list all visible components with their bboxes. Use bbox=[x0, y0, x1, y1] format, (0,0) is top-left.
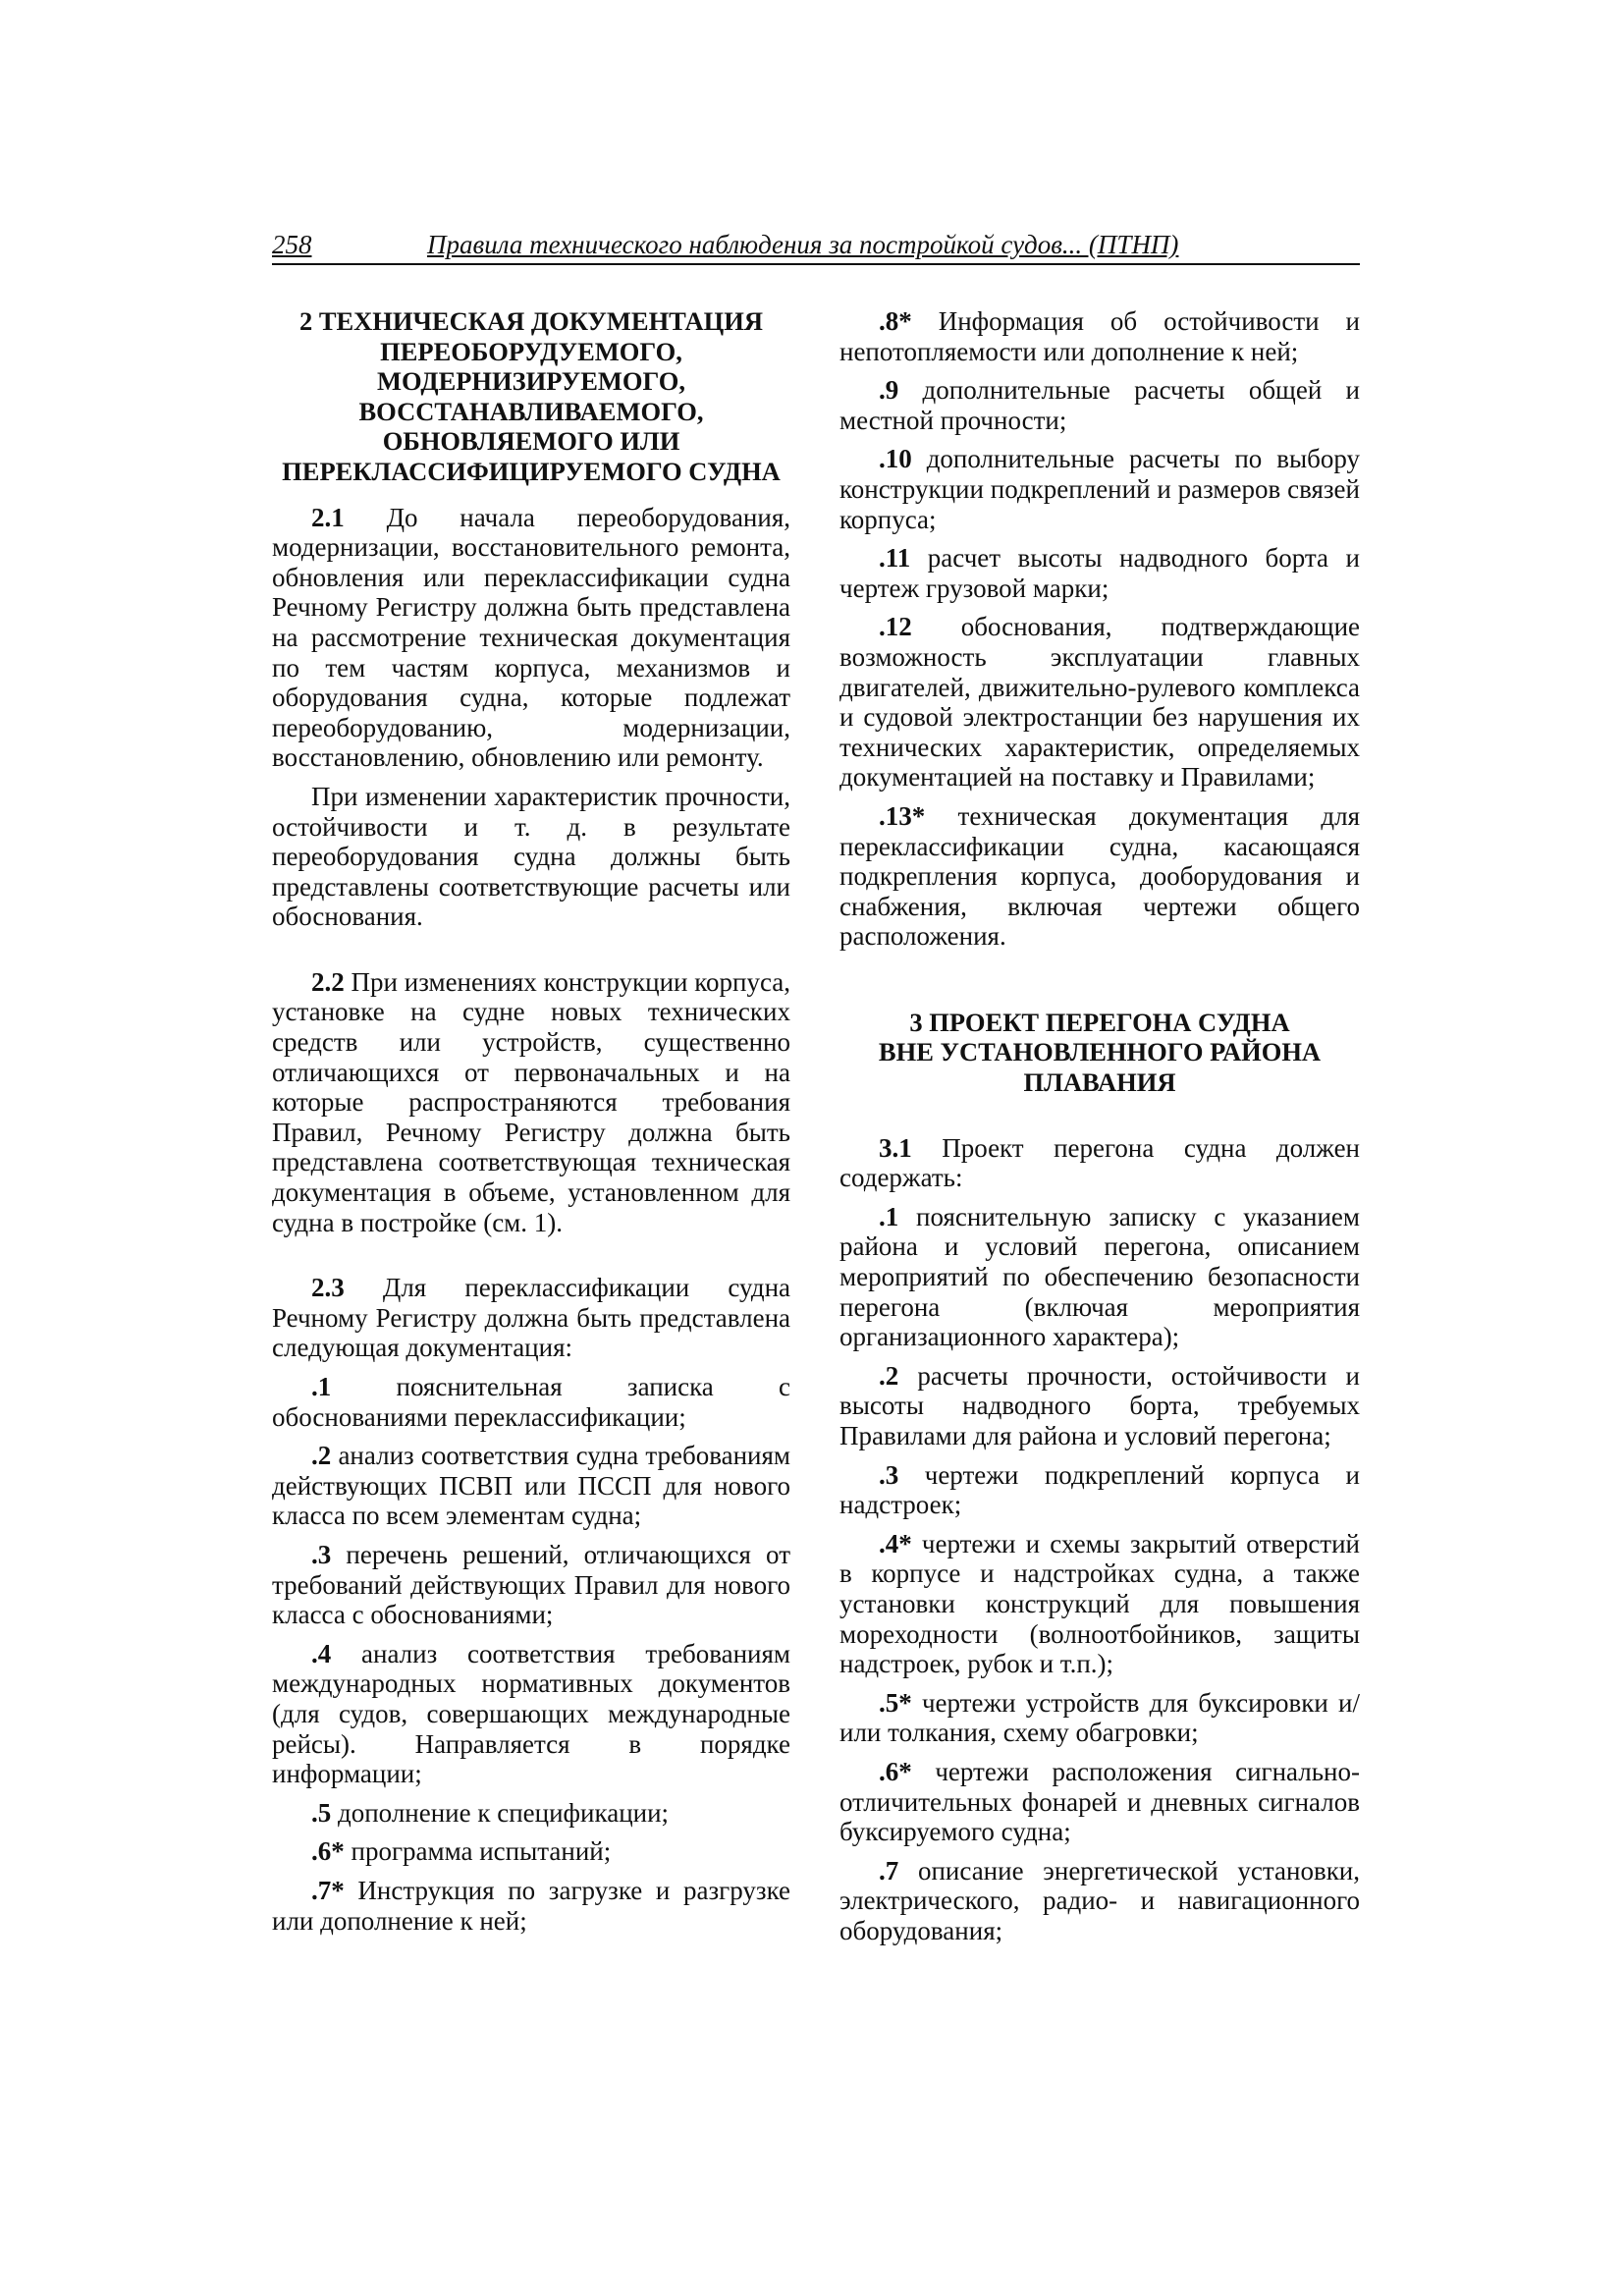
item-text: пояснительную записку с указанием района и условий перегона, описанием мероприятий по обеспечению безопасности перегона (включая мероприятия организационного характера); bbox=[839, 1201, 1360, 1352]
list-item bbox=[839, 1460, 1360, 1520]
heading-line: ВОССТАНАВЛИВАЕМОГО, bbox=[358, 396, 704, 426]
list-item bbox=[839, 1757, 1360, 1847]
paragraph-2-2 bbox=[272, 967, 790, 1237]
running-title: Правила технического наблюдения за постройкой судов... (ПТНП) bbox=[427, 230, 1179, 259]
list-item bbox=[839, 1361, 1360, 1451]
item-number: .4 bbox=[311, 1638, 332, 1668]
list-item bbox=[839, 1856, 1360, 1946]
right-column bbox=[839, 306, 1360, 1946]
clause-text: До начала переоборудования, модернизации, восстановительного ремонта, обновления или переклассификации судна Речному Регистру должна быть представлена на рассмотрение техническая документация по тем частям корпуса, механизмов и оборудования судна, которые подлежат переоборудованию, модернизации, восстановлению, обновлению или ремонту. bbox=[272, 502, 790, 773]
item-text: описание энергетической установки, электрического, радио- и навигационного оборудования; bbox=[839, 1855, 1361, 1945]
item-text: программа испытаний; bbox=[351, 1836, 612, 1867]
item-text: чертежи устройств для буксировки и/или толкания, схему обагровки; bbox=[839, 1687, 1361, 1748]
item-number: .12 bbox=[879, 612, 912, 642]
clause-text: Для переклассификации судна Речному Регистру должна быть представлена следующая документация: bbox=[272, 1273, 790, 1363]
item-text: пояснительная записка с обоснованиями переклассификации; bbox=[272, 1372, 791, 1432]
item-number: .4* bbox=[879, 1528, 912, 1558]
left-column bbox=[272, 306, 790, 1936]
list-item bbox=[839, 306, 1360, 366]
list-item bbox=[839, 444, 1360, 534]
list-item bbox=[839, 612, 1360, 793]
item-number: .13* bbox=[879, 800, 926, 831]
item-number: .1 bbox=[311, 1372, 332, 1401]
item-number: .9 bbox=[879, 375, 899, 406]
item-text: чертежи и схемы закрытий отверстий в корпусе и надстройках судна, а также установки конструкций для повышения мореходности (волноотбойников, защиты надстроек, рубок и т.п.); bbox=[839, 1528, 1361, 1679]
list-item bbox=[272, 1639, 790, 1789]
clause-text: Проект перегона судна должен содержать: bbox=[839, 1132, 1360, 1193]
item-number: .3 bbox=[879, 1459, 899, 1490]
item-text: дополнение к спецификации; bbox=[338, 1797, 670, 1828]
list-item bbox=[839, 1688, 1360, 1748]
section-3-heading bbox=[839, 1008, 1360, 1098]
item-text: анализ соответствия требованиям международных нормативных документов (для судов, совершающих международные рейсы). Направляется в порядке информации; bbox=[272, 1638, 790, 1789]
heading-line: ОБНОВЛЯЕМОГО ИЛИ bbox=[382, 426, 680, 457]
item-text: Инструкция по загрузке и разгрузке или дополнение к ней; bbox=[272, 1875, 790, 1936]
item-text: Информация об остойчивости и непотопляемости или дополнение к ней; bbox=[839, 306, 1361, 366]
heading-line: 2 ТЕХНИЧЕСКАЯ ДОКУМЕНТАЦИЯ bbox=[298, 306, 764, 336]
item-number: .2 bbox=[879, 1360, 899, 1391]
item-number: .1 bbox=[879, 1201, 899, 1231]
clause-number: 3.1 bbox=[879, 1132, 912, 1163]
heading-line: 3 ПРОЕКТ ПЕРЕГОНА СУДНА bbox=[909, 1007, 1290, 1037]
clause-number: 2.3 bbox=[311, 1273, 345, 1303]
list-item bbox=[839, 543, 1360, 603]
list-item bbox=[272, 1540, 790, 1630]
item-number: .5 bbox=[311, 1797, 332, 1828]
list-item bbox=[272, 1836, 790, 1867]
item-number: .6* bbox=[311, 1836, 345, 1867]
item-number: .8* bbox=[879, 306, 912, 336]
item-text: техническая документация для переклассификации судна, касающаяся подкрепления корпуса, дооборудования и снабжения, включая чертежи общего расположения. bbox=[839, 800, 1360, 952]
paragraph-2-1 bbox=[272, 503, 790, 773]
clause-number: 2.1 bbox=[311, 502, 345, 532]
heading-line: ПЕРЕОБОРУДУЕМОГО, bbox=[380, 336, 682, 366]
page-number: 258 bbox=[272, 230, 312, 259]
list-item bbox=[839, 801, 1360, 952]
heading-line: МОДЕРНИЗИРУЕМОГО, bbox=[377, 366, 685, 397]
list-item bbox=[272, 1372, 790, 1432]
item-number: .11 bbox=[879, 543, 911, 574]
clause-number: 2.2 bbox=[311, 966, 345, 997]
paragraph-2-3 bbox=[272, 1273, 790, 1363]
list-item bbox=[272, 1876, 790, 1936]
paragraph-2-1-continued: При изменении характеристик прочности, остойчивости и т. д. в результате переоборудования судна должны быть представлены соответствующие расчеты или обоснования. bbox=[272, 781, 790, 932]
list-item bbox=[839, 1202, 1360, 1352]
item-text: анализ соответствия судна требованиям действующих ПСВП или ПССП для нового класса по всем элементам судна; bbox=[272, 1441, 790, 1531]
heading-line: ВНЕ УСТАНОВЛЕННОГО РАЙОНА bbox=[878, 1037, 1322, 1067]
list-item bbox=[839, 1529, 1360, 1679]
section-2-heading bbox=[272, 306, 790, 487]
item-text: перечень решений, отличающихся от требований действующих Правил для нового класса с обоснованиями; bbox=[272, 1539, 791, 1630]
heading-line: ПЕРЕКЛАССИФИЦИРУЕМОГО СУДНА bbox=[282, 456, 781, 486]
item-text: расчет высоты надводного борта и чертеж грузовой марки; bbox=[839, 543, 1360, 603]
item-number: .2 bbox=[311, 1441, 332, 1471]
list-item bbox=[839, 375, 1360, 435]
page-header bbox=[272, 228, 1360, 265]
item-number: .6* bbox=[879, 1756, 912, 1786]
item-text: дополнительные расчеты общей и местной прочности; bbox=[839, 375, 1360, 435]
paragraph-3-1 bbox=[839, 1133, 1360, 1193]
item-number: .7 bbox=[879, 1855, 899, 1886]
item-number: .5* bbox=[879, 1687, 912, 1718]
item-text: обоснования, подтверждающие возможность эксплуатации главных двигателей, движительно-рулевого комплекса и судовой электростанции без нарушения их технических характеристик, определяемых документацией на поставку и Правилами; bbox=[839, 612, 1360, 793]
clause-text: При изменениях конструкции корпуса, установке на судне новых технических средств или устройств, существенно отличающихся от первоначальных и на которые распространяются требования Правил, Речному Регистру должна быть представлена соответствующая техническая документация в объеме, установленном для судна в постройке (см. 1). bbox=[272, 966, 791, 1237]
item-text: чертежи подкреплений корпуса и надстроек; bbox=[839, 1459, 1360, 1520]
item-number: .10 bbox=[879, 444, 912, 474]
item-text: расчеты прочности, остойчивости и высоты надводного борта, требуемых Правилами для района и условий перегона; bbox=[839, 1360, 1361, 1450]
item-text: чертежи расположения сигнально-отличительных фонарей и дневных сигналов буксируемого судна; bbox=[839, 1756, 1360, 1847]
item-text: дополнительные расчеты по выбору конструкции подкреплений и размеров связей корпуса; bbox=[839, 444, 1360, 534]
item-number: .3 bbox=[311, 1539, 332, 1569]
list-item bbox=[272, 1798, 790, 1829]
heading-line: ПЛАВАНИЯ bbox=[1023, 1067, 1176, 1098]
item-number: .7* bbox=[311, 1875, 345, 1905]
list-item bbox=[272, 1441, 790, 1531]
